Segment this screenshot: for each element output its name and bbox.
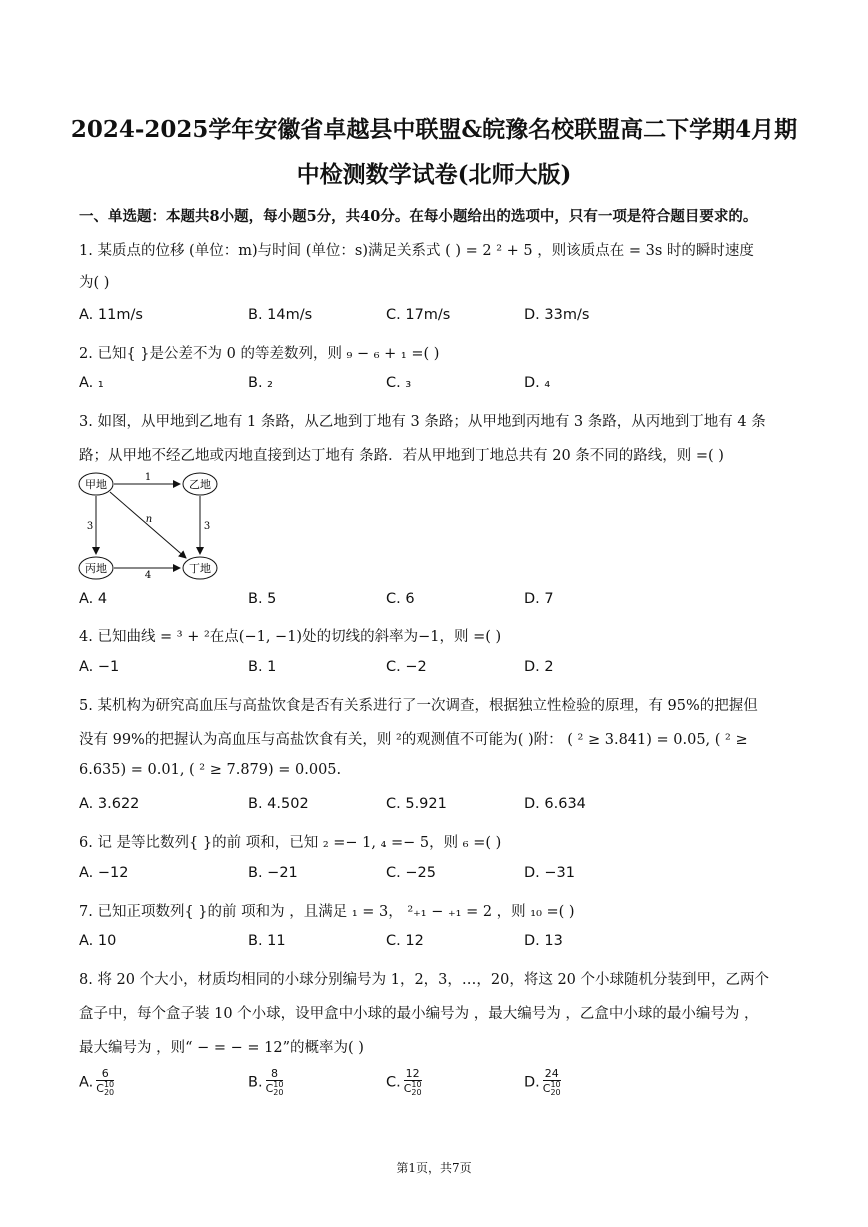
node-jia-label: 甲地 [85,478,107,491]
option-b[interactable]: B. −21 [248,865,298,881]
option-b[interactable]: B. 4.502 [248,796,309,812]
option-d[interactable]: D. 6.634 [524,796,586,812]
fraction-denominator [543,1081,561,1097]
question-1-line-2: 为( ) [79,275,110,291]
fraction-numerator: 8 [266,1068,284,1081]
fraction-numerator: 12 [405,1067,420,1080]
combination-sup: 10 [273,1080,284,1089]
option-a[interactable]: A. ₁ [79,375,104,391]
option-a[interactable]: A. 11m/s [79,307,143,323]
question-8-line-1: 8. 将 20 个大小，材质均相同的小球分别编号为 1，2，3，…，20，将这 20 个小球随机分装到甲，乙两个 [79,972,770,988]
question-1-options [0,307,868,329]
fraction-numerator: 6 [96,1068,114,1081]
fraction-denominator [266,1081,284,1097]
option-a[interactable]: A. 10 [79,933,117,949]
option-b[interactable]: B. 1 [248,659,277,675]
option-d[interactable]: D. 13 [524,933,563,949]
question-6-options [0,865,868,887]
question-2-options [0,375,868,397]
node-yi-label: 乙地 [189,478,211,491]
page-footer: 第1页，共7页 [396,1161,472,1175]
option-d[interactable]: D. ₄ [524,375,551,391]
question-8-line-3: 最大编号为 ，则“ − = − = 12”的概率为( ) [79,1040,364,1056]
question-8-line-2: 盒子中，每个盒子装 10 个小球，设甲盒中小球的最小编号为 ，最大编号为 ，乙盒中小球的最小编号为 ， [79,1006,759,1022]
combination-sup: 10 [103,1080,115,1089]
edge-jia-ding [110,492,186,558]
question-3-options [0,591,868,613]
route-diagram [76,470,226,588]
edge-label-jia-yi: 1 [144,472,152,483]
option-a[interactable]: A. −12 [79,865,129,881]
combination-symbol: C [265,1082,274,1095]
question-2-line-1: 2. 已知{ }是公差不为 0 的等差数列，则 ₉ − ₆ + ₁ =( ) [79,346,440,362]
option-a-fraction [96,1068,114,1097]
combination-symbol: C [542,1082,551,1095]
question-1-line-1: 1. 某质点的位移 (单位：m)与时间 (单位：s)满足关系式 ( ) = 2 ² + 5 ，则该质点在 = 3s 时的瞬时速度 [79,243,754,259]
question-5-line-3: 6.635) = 0.01, ( ² ≥ 7.879) = 0.005. [79,762,342,778]
option-d[interactable]: D. 2 [524,659,554,675]
question-3-line-2: 路；从甲地不经乙地或丙地直接到达丁地有 条路．若从甲地到丁地总共有 20 条不同的路线，则 =( ) [79,448,724,464]
combination-sub: 20 [273,1088,284,1097]
combination-sub: 20 [103,1088,115,1097]
question-8-options [0,1068,868,1102]
fraction-denominator [96,1081,114,1097]
option-c[interactable] [386,1068,422,1097]
option-a[interactable]: A. 3.622 [79,796,140,812]
option-c[interactable]: C. 6 [386,591,415,607]
option-b[interactable]: B. 5 [248,591,277,607]
option-a-letter: A. [79,1074,94,1091]
option-b[interactable]: B. 11 [248,933,286,949]
fraction-denominator [404,1081,422,1097]
option-a[interactable]: A. 4 [79,591,108,607]
question-6-line-1: 6. 记 是等比数列{ }的前 项和，已知 ₂ =− 1, ₄ =− 5，则 ₆ =( ) [79,835,502,851]
combination-sup: 10 [411,1080,422,1089]
node-bing-label: 丙地 [85,562,107,575]
question-7-line-1: 7. 已知正项数列{ }的前 项和为 ，且满足 ₁ = 3， ²₊₁ − ₊₁ = 2 ，则 ₁₀ =( ) [79,904,575,920]
option-d[interactable]: D. 7 [524,591,554,607]
option-d[interactable]: D. −31 [524,865,575,881]
edge-label-yi-ding: 3 [203,521,211,532]
option-c[interactable]: C. ₃ [386,375,412,391]
option-d[interactable]: D. 33m/s [524,307,590,323]
node-ding-label: 丁地 [189,562,211,575]
question-3-line-1: 3. 如图，从甲地到乙地有 1 条路，从乙地到丁地有 3 条路；从甲地到丙地有 3 条路，从丙地到丁地有 4 条 [79,414,766,430]
option-b[interactable] [248,1068,283,1097]
option-c-letter: C. [386,1074,401,1091]
combination-symbol: C [403,1082,412,1095]
option-c-fraction [404,1068,422,1097]
combination-symbol: C [96,1082,104,1095]
question-5-options [0,796,868,818]
option-d-letter: D. [524,1074,540,1091]
edge-label-bing-ding: 4 [144,570,152,581]
fraction-numerator: 24 [544,1067,559,1080]
edge-label-jia-bing: 3 [86,521,94,532]
option-c[interactable]: C. −25 [386,865,436,881]
edge-label-jia-ding: n [145,514,153,525]
question-5-line-2: 没有 99%的把握认为高血压与高盐饮食有关，则 ²的观测值不可能为( )附： ( ² ≥ 3.841) = 0.05, ( ² ≥ [79,732,748,748]
option-c[interactable]: C. 17m/s [386,307,451,323]
option-a[interactable]: A. −1 [79,659,120,675]
option-c[interactable]: C. 5.921 [386,796,447,812]
question-7-options [0,933,868,955]
question-4-line-1: 4. 已知曲线 = ³ + ²在点(−1, −1)处的切线的斜率为−1，则 =( ) [79,629,502,645]
combination-sup: 10 [550,1080,561,1089]
option-b[interactable]: B. ₂ [248,375,273,391]
combination-sub: 20 [550,1088,561,1097]
title-line-1: 2024-2025学年安徽省卓越县中联盟&皖豫名校联盟高二下学期4月期 [70,116,798,143]
title-line-2: 中检测数学试卷(北师大版) [296,161,572,188]
option-b-letter: B. [248,1074,263,1091]
option-c[interactable]: C. 12 [386,933,424,949]
option-d[interactable] [524,1068,561,1097]
option-d-fraction [543,1068,561,1097]
question-5-line-1: 5. 某机构为研究高血压与高盐饮食是否有关系进行了一次调查，根据独立性检验的原理，有 95%的把握但 [79,698,758,714]
option-c[interactable]: C. −2 [386,659,427,675]
option-b[interactable]: B. 14m/s [248,307,313,323]
question-4-options [0,659,868,681]
section-heading: 一、单选题：本题共8小题，每小题5分，共40分。在每小题给出的选项中，只有一项是符合题目要求的。 [79,208,758,225]
option-b-fraction [266,1068,284,1097]
combination-sub: 20 [411,1088,422,1097]
option-a[interactable] [79,1068,114,1097]
